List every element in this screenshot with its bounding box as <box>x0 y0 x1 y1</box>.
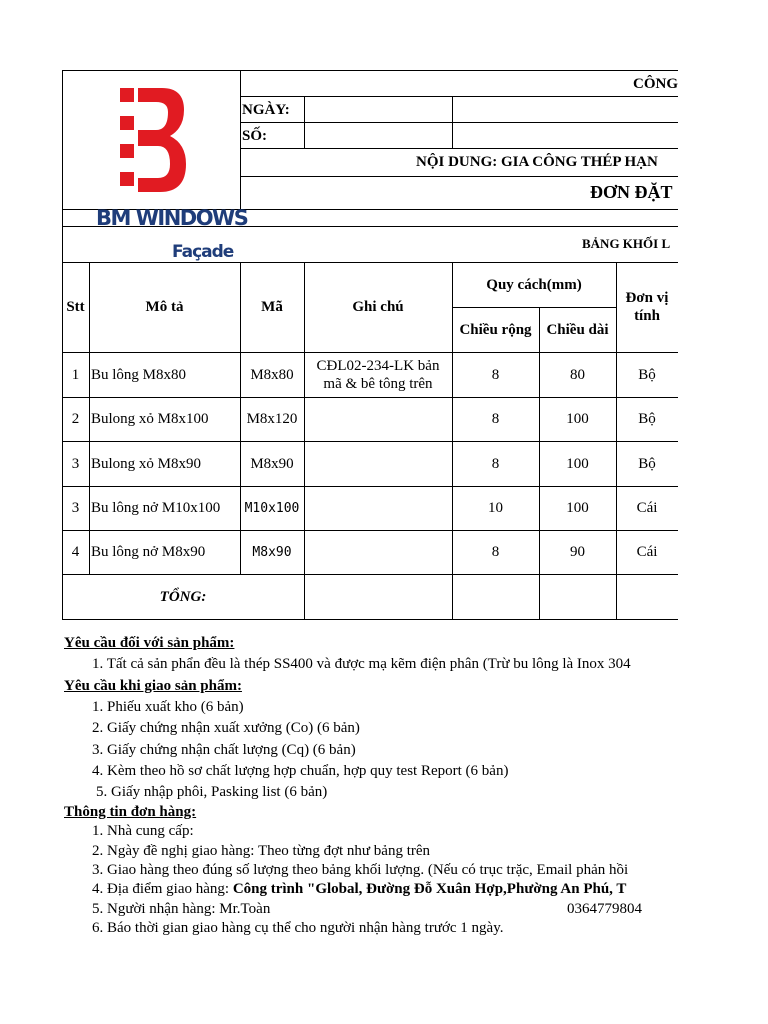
company-heading: CÔNG <box>633 76 678 92</box>
delivery-req-item: 3. Giấy chứng nhận chất lượng (Cq) (6 bản) <box>92 742 356 758</box>
grid-line <box>240 176 678 177</box>
cell-stt: 3 <box>71 455 80 472</box>
cell-code: M10x100 <box>244 500 300 516</box>
cell-note <box>306 397 450 441</box>
cell-width: 10 <box>488 500 503 516</box>
cell-code: M8x120 <box>246 411 298 427</box>
cell-stt: 1 <box>71 366 80 383</box>
cell-note: CĐL02-234-LK bản mã & bê tông trên <box>316 357 440 392</box>
logo-tagline: Façade <box>172 242 234 262</box>
order-title: ĐƠN ĐẶT <box>590 182 673 202</box>
header-code: Mã <box>261 299 283 315</box>
cell-width: 8 <box>491 411 500 427</box>
delivery-req-item: 4. Kèm theo hồ sơ chất lượng hợp chuẩn, hợp quy test Report (6 bản) <box>92 763 509 779</box>
grid-line <box>240 96 678 97</box>
delivery-req-title: Yêu cầu khi giao sản phẩm: <box>64 678 242 694</box>
cell-width: 8 <box>491 366 500 383</box>
grid-line <box>304 96 305 148</box>
cell-code: M8x90 <box>250 455 294 472</box>
grid-line <box>240 122 678 123</box>
order-info-item: 3. Giao hàng theo đúng số lượng theo bảng khối lượng. (Nếu có trục trặc, Email phản hồi <box>92 862 629 878</box>
cell-note <box>306 530 450 574</box>
grid-line <box>62 70 678 71</box>
cell-note <box>306 486 450 530</box>
total-label: TỔNG: <box>159 588 207 605</box>
delivery-location-label: 4. Địa điểm giao hàng: <box>92 881 233 897</box>
grid-line <box>452 96 453 148</box>
cell-unit: Cái <box>636 500 658 516</box>
grid-line <box>240 148 678 149</box>
delivery-req-item: 1. Phiếu xuất kho (6 bản) <box>92 699 244 715</box>
grid-line <box>240 70 241 209</box>
cell-width: 8 <box>491 544 500 560</box>
order-info-item: 1. Nhà cung cấp: <box>92 823 194 839</box>
product-req-item: 1. Tất cả sản phẩn đều là thép SS400 và được mạ kẽm điện phân (Trừ bu lông là Inox 304 <box>92 656 631 672</box>
logo-mark-icon <box>96 84 230 204</box>
header-unit: Đơn vị tính <box>625 290 669 324</box>
cell-width: 8 <box>491 455 500 472</box>
cell-stt: 3 <box>71 500 80 516</box>
order-info-item <box>92 879 626 899</box>
header-note: Ghi chú <box>352 299 404 315</box>
order-info-item: 6. Báo thời gian giao hàng cụ thể cho người nhận hàng trước 1 ngày. <box>92 920 504 936</box>
cell-description: Bu lông nở M10x100 <box>91 500 221 516</box>
table-heading: BẢNG KHỐI L <box>582 236 671 251</box>
header-length: Chiều dài <box>546 321 609 338</box>
order-info-title: Thông tin đơn hàng: <box>64 804 197 820</box>
delivery-req-item: 5. Giấy nhập phôi, Pasking list (6 bản) <box>96 784 328 800</box>
cell-unit: Bộ <box>638 455 656 472</box>
number-label: SỐ: <box>242 128 268 144</box>
cell-stt: 4 <box>71 544 80 560</box>
order-info-item: 5. Người nhận hàng: Mr.Toàn <box>92 901 271 917</box>
recipient-phone: 0364779804 <box>567 901 642 917</box>
cell-length: 100 <box>566 455 589 472</box>
cell-description: Bu lông M8x80 <box>91 366 187 383</box>
cell-code: M8x80 <box>250 366 294 383</box>
cell-description: Bulong xỏ M8x100 <box>91 411 209 427</box>
cell-stt: 2 <box>71 411 80 427</box>
header-spec: Quy cách(mm) <box>486 276 582 293</box>
cell-description: Bulong xỏ M8x90 <box>91 455 202 472</box>
content-line: NỘI DUNG: GIA CÔNG THÉP HẠN <box>416 154 658 170</box>
cell-length: 100 <box>566 411 589 427</box>
logo-brand: BM WINDOWS <box>96 206 248 230</box>
delivery-location-value: Công trình "Global, Đường Đỗ Xuân Hợp,Phường An Phú, T <box>232 881 627 897</box>
cell-description: Bu lông nở M8x90 <box>91 544 206 560</box>
header-width: Chiều rộng <box>459 321 532 338</box>
header-description: Mô tả <box>145 299 184 315</box>
cell-unit: Cái <box>636 544 658 560</box>
cell-note <box>306 441 450 486</box>
cell-unit: Bộ <box>638 411 656 427</box>
order-info-item: 2. Ngày đề nghị giao hàng: Theo từng đợt như bảng trên <box>92 843 431 859</box>
product-req-title: Yêu cầu đối với sản phẩm: <box>64 635 235 651</box>
grid-line <box>62 619 678 620</box>
logo <box>96 84 248 270</box>
cell-length: 100 <box>566 500 589 516</box>
date-label: NGÀY: <box>242 102 290 118</box>
cell-length: 80 <box>570 366 585 383</box>
delivery-req-item: 2. Giấy chứng nhận xuất xưởng (Co) (6 bản) <box>92 720 360 736</box>
cell-unit: Bộ <box>638 366 656 383</box>
header-stt: Stt <box>66 299 85 315</box>
cell-length: 90 <box>570 544 585 560</box>
cell-code: M8x90 <box>252 544 292 560</box>
